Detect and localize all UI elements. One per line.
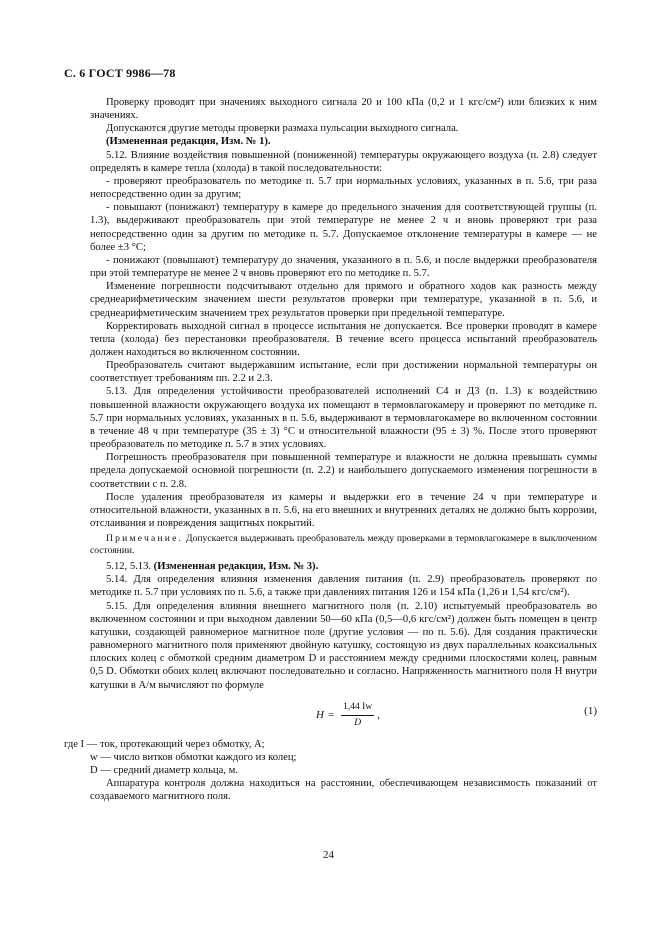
amendment-note	[90, 560, 597, 573]
note-label: Примечание.	[106, 533, 184, 545]
amendment-label: (Измененная редакция, Изм. № 3).	[153, 561, 319, 573]
list-item: - понижают (повышают) температуру до значения, указанного в п. 5.6, и после выдержки преобразователя при этой температуре не менее 2 ч вновь проверяют его по методике п. 5.7.	[90, 254, 597, 280]
formula-equals: =	[327, 708, 335, 721]
page-header: С. 6 ГОСТ 9986—78	[64, 66, 176, 80]
paragraph: Проверку проводят при значениях выходного сигнала 20 и 100 кПа (0,2 и 1 кгс/см²) или близких к ним значениях.	[90, 97, 597, 122]
page-number: 24	[323, 849, 334, 861]
paragraph: Погрешность преобразователя при повышенной температуре и влажности не должна превышать суммы предела допускаемой основной погрешности (п. 2.2) и наибольшего допускаемого изменения погрешности в соответствии с п. 2.8.	[90, 452, 597, 490]
clause-5-12: 5.12. Влияние воздействия повышенной (пониженной) температуры окружающего воздуха (п. 2.8) следует определять в камере тепла (холода) в такой последовательности:	[90, 149, 597, 174]
definitions	[64, 738, 597, 777]
list-item: - проверяют преобразователь по методике п. 5.7 при нормальных условиях, указанных в п. 5.6, три раза непосредственно один за другим;	[90, 175, 597, 201]
document-body	[64, 96, 597, 804]
paragraph: После удаления преобразователя из камеры и выдержки его в течение 24 ч при температуре и относительной влажности, указанных в п. 5.6, на его внешних и внутренних деталях не должно быть коррозии, отслаивания и повреждения защитных покрытий.	[90, 491, 597, 529]
formula-fraction	[341, 701, 374, 730]
formula-tail: ,	[377, 708, 380, 721]
clause-5-15: 5.15. Для определения влияния внешнего магнитного поля (п. 2.10) испытуемый преобразователь во включенном состоянии и при выходном давлении 50—60 кПа (0,5—0,6 кгс/см²) должен быть помещен в центр катушки, создающей равномерное магнитное поле (другие условия — по п. 5.6). Для создания практически равномерного магнитного поля применяют двойную катушку, состоящую из двух параллельных коаксиальных плоских колец с обмоткой средним диаметром D и расстоянием между средними плоскостями колец, равным 0,5 D. Обмотки обоих колец включают последовательно и согласно. Напряженность магнитного поля H внутри катушки в А/м вычисляют по формуле	[90, 600, 597, 691]
definition-item: D — средний диаметр кольца, м.	[90, 765, 238, 777]
amendment-clauses: 5.12, 5.13.	[106, 561, 154, 573]
formula	[90, 696, 597, 730]
clause-5-14: 5.14. Для определения влияния изменения давления питания (п. 2.9) преобразователь проверяют по методике п. 5.7 при условиях по п. 5.6, а также при давлениях питания 126 и 154 кПа (1,26 и 1,54 кгс/см²).	[90, 574, 597, 599]
paragraph: Аппаратура контроля должна находиться на расстоянии, обеспечивающем независимость показаний от создаваемого магнитного поля.	[90, 778, 597, 803]
formula-lhs: H	[316, 708, 324, 721]
definition-item: где I — ток, протекающий через обмотку, А;	[64, 738, 265, 750]
clause-5-13: 5.13. Для определения устойчивости преобразователей исполнений С4 и Д3 (п. 1.3) к воздействию повышенной влажности окружающего воздуха их помещают в термовлагокамеру и проверяют по методике п. 5.7 при нормальных условиях, указанных в п. 5.6, выдерживают в термовлагокамере во включенном состоянии в течение 48 ч при температуре (35 ± 3) °С и относительной влажности (95 ± 3) %. После этого проверяют преобразователь по методике п. 5.7 в этих условиях.	[90, 386, 597, 451]
paragraph: Корректировать выходной сигнал в процессе испытания не допускается. Все проверки проводят в камере тепла (холода) без перестановки преобразователя. В течение всего процесса испытаний преобразователь должен находиться во включенном состоянии.	[90, 320, 597, 358]
formula-number: (1)	[584, 704, 597, 717]
amendment-note: (Измененная редакция, Изм. № 1).	[106, 136, 271, 148]
paragraph: Преобразователь считают выдержавшим испытание, если при достижении нормальной температуры он соответствует требованиям пп. 2.2 и 2.3.	[90, 360, 597, 385]
paragraph: Допускаются другие методы проверки размаха пульсации выходного сигнала.	[106, 123, 459, 135]
formula-denominator: D	[354, 717, 362, 728]
note-text: Допускается выдерживать преобразователь между проверками в термовлагокамере в выключенном состоянии.	[90, 533, 597, 557]
definition-item: w — число витков обмотки каждого из колец;	[90, 751, 297, 763]
note	[90, 533, 597, 557]
list-item: - повышают (понижают) температуру в камере до предельного значения для соответствующей группы (п. 1.3), выдерживают преобразователь при этой температуре не менее 2 ч и вновь проверяют три раза непосредственно один за другим по методике п. 5.7. Допускаемое отклонение температуры в камере — не более ±3 °С;	[90, 202, 597, 253]
formula-numerator: 1,44 Iw	[341, 701, 374, 716]
paragraph: Изменение погрешности подсчитывают отдельно для прямого и обратного ходов как разность между среднеарифметическим значением шести результатов проверки при температуре, указанной в п. 5.6, и среднеарифметическим значением трех результатов проверки при предельной температуре.	[90, 281, 597, 319]
